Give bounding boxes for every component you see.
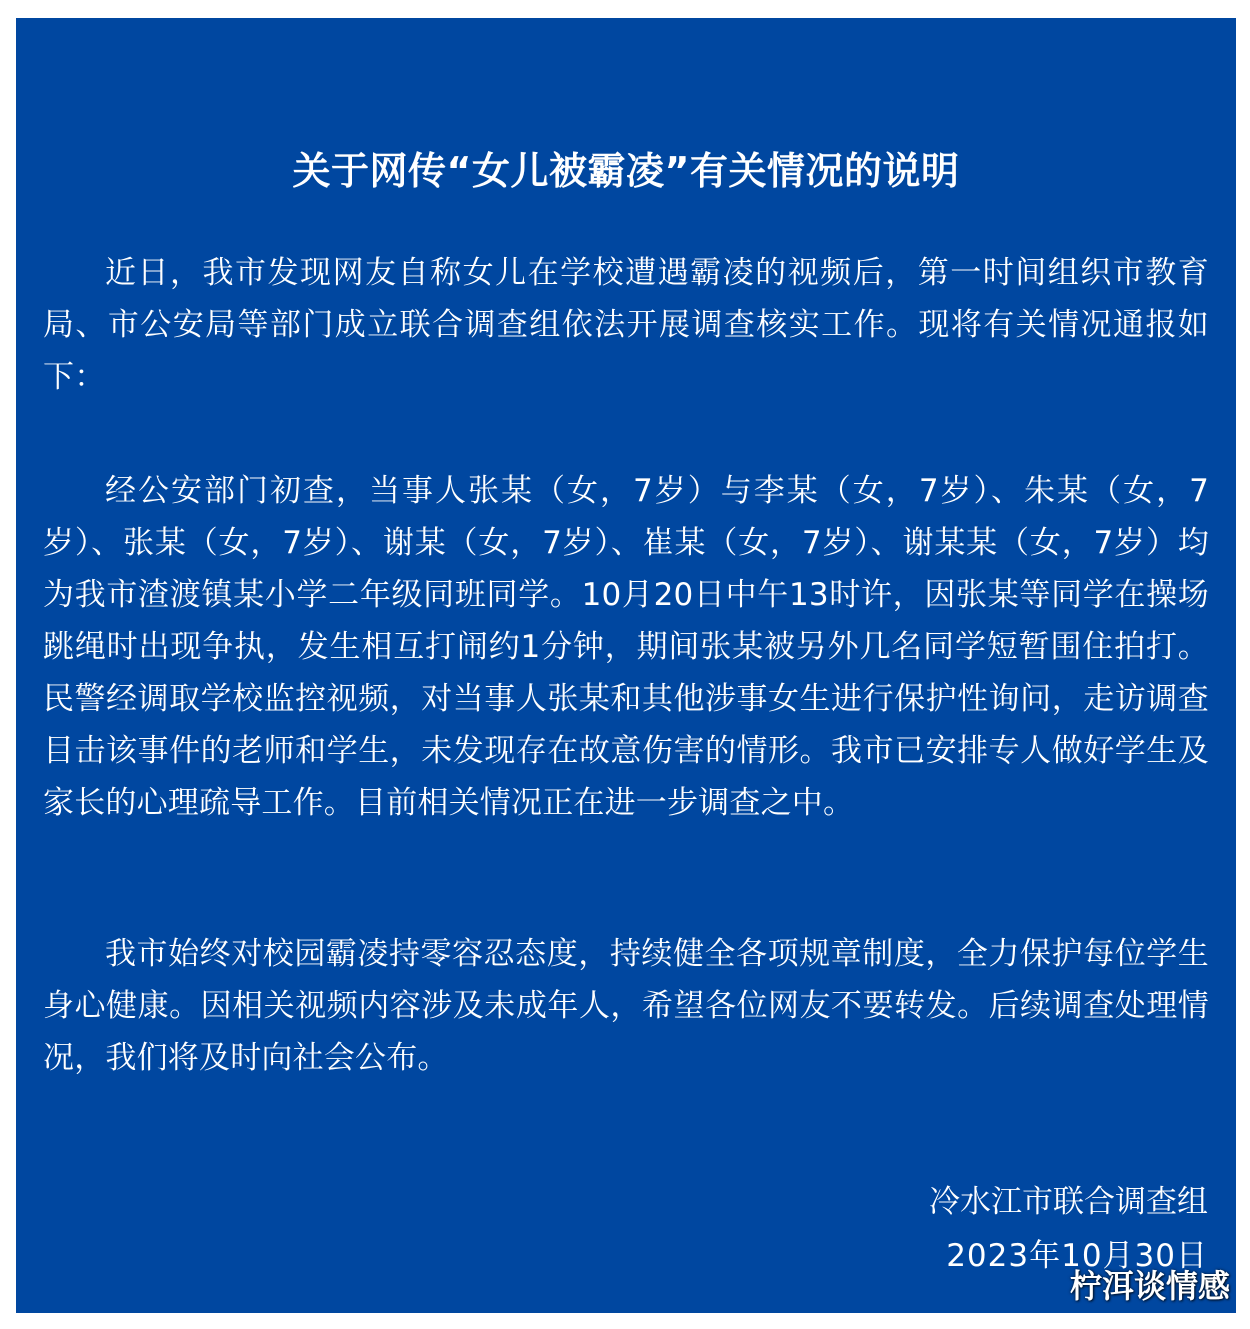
notice-title: 关于网传“女儿被霸凌”有关情况的说明	[292, 149, 960, 193]
notice-panel	[16, 18, 1236, 1313]
watermark: 柠洱谈情感	[1069, 1267, 1230, 1305]
paragraph-intro: 近日，我市发现网友自称女儿在学校遭遇霸凌的视频后，第一时间组织市教育局、市公安局等部门成立联合调查组依法开展调查核实工作。现将有关情况通报如下：	[43, 255, 1209, 395]
signature: 冷水江市联合调查组	[929, 1184, 1208, 1220]
paragraph-findings: 经公安部门初查，当事人张某（女，7岁）与李某（女，7岁）、朱某（女，7岁）、张某（女，7岁）、谢某（女，7岁）、崔某（女，7岁）、谢某某（女，7岁）均为我市渣渡镇某小学二年级同班同学。10月20日中午13时许，因张某等同学在操场跳绳时出现争执，发生相互打闹约1分钟，期间张某被另外几名同学短暂围住拍打。民警经调取学校监控视频，对当事人张某和其他涉事女生进行保护性询问，走访调查目击该事件的老师和学生，未发现存在故意伤害的情形。我市已安排专人做好学生及家长的心理疏导工作。目前相关情况正在进一步调查之中。	[43, 473, 1209, 821]
paragraph-statement: 我市始终对校园霸凌持零容忍态度，持续健全各项规章制度，全力保护每位学生身心健康。因相关视频内容涉及未成年人，希望各位网友不要转发。后续调查处理情况，我们将及时向社会公布。	[43, 936, 1209, 1076]
date: 2023年10月30日	[946, 1238, 1208, 1274]
